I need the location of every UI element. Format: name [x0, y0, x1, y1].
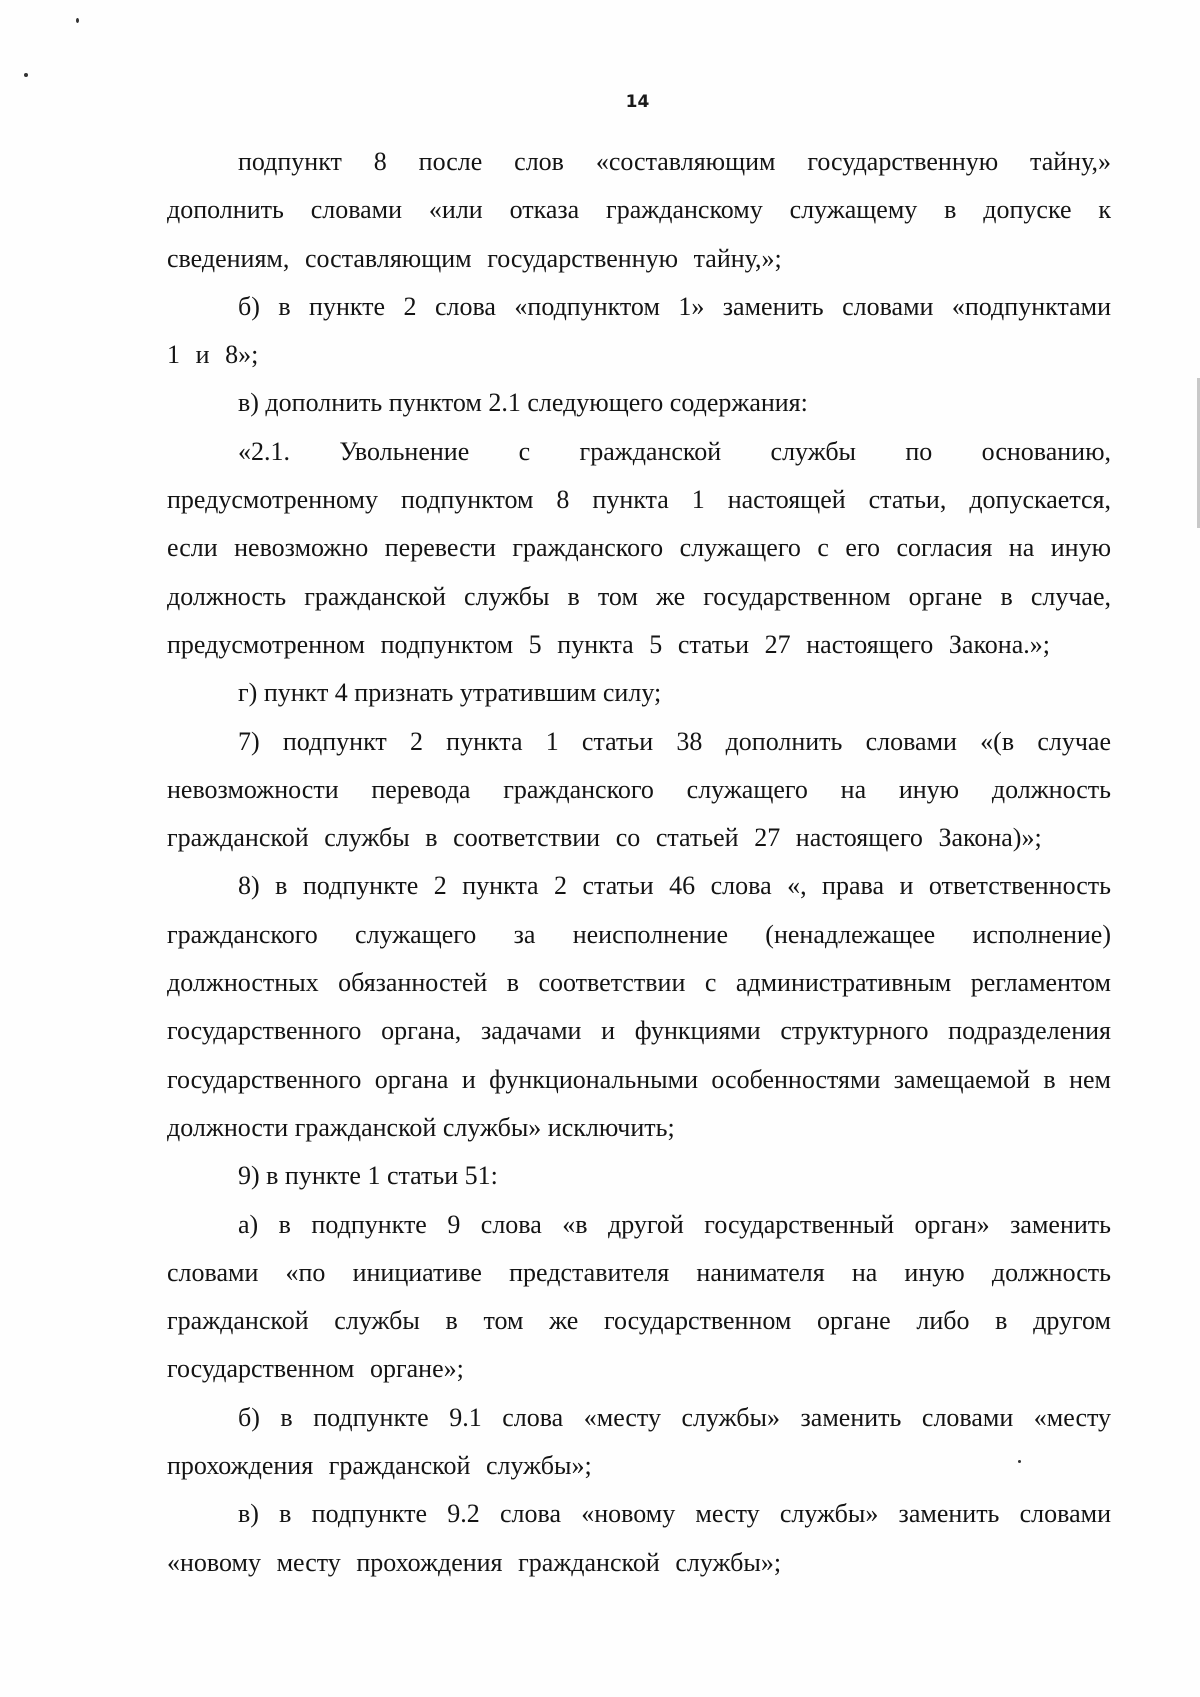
paragraph: в) в подпункте 9.2 слова «новому месту службы» заменить словами «новому месту прохождения гражданской службы»; — [167, 1499, 1111, 1577]
paragraph: 9) в пункте 1 статьи 51: — [238, 1161, 498, 1191]
scan-speck — [76, 18, 79, 23]
paragraph: б) в пункте 2 слова «подпунктом 1» заменить словами «подпунктами 1 и 8»; — [167, 291, 1111, 370]
paragraph: «2.1. Увольнение с гражданской службы по основанию, предусмотренному подпунктом 8 пункта 1 настоящей статьи, допускается, если невозможно перевести гражданского служащего с его согласия на иную должность гражданской службы в том же государственном органе в случае, предусмотренном подпунктом 5 пункта 5 статьи 27 настоящего Закона.»; — [167, 436, 1111, 659]
paragraph: б) в подпункте 9.1 слова «месту службы» заменить словами «месту прохождения гражданской службы»; — [167, 1402, 1111, 1481]
paragraph: 7) подпункт 2 пункта 1 статьи 38 дополнить словами «(в случае невозможности перевода гражданского служащего на иную должность гражданской службы в соответствии со статьей 27 настоящего Закона)»; — [167, 726, 1111, 853]
paragraph: в) дополнить пунктом 2.1 следующего содержания: — [238, 388, 808, 418]
paragraph: 8) в подпункте 2 пункта 2 статьи 46 слова «, права и ответственность гражданского служащего за неисполнение (ненадлежащее исполнение) должностных обязанностей в соответствии с административным регламентом государственного органа, задачами и функциями структурного подразделения государственного органа и функциональными особенностями замещаемой в нем должности гражданской службы» исключить; — [167, 871, 1111, 1142]
paragraph: подпункт 8 после слов «составляющим государственную тайну,» дополнить словами «или отказа гражданскому служащему в допуске к сведениям, составляющим государственную тайну,»; — [167, 147, 1111, 273]
scan-speck — [24, 73, 28, 77]
paragraph: г) пункт 4 признать утратившим силу; — [238, 678, 662, 708]
paragraph: а) в подпункте 9 слова «в другой государственный орган» заменить словами «по инициативе представителя нанимателя на иную должность гражданской службы в том же государственном органе либо в другом государственном органе»; — [167, 1209, 1111, 1384]
document-body — [167, 138, 1111, 1587]
page-number: 14 — [625, 92, 650, 112]
